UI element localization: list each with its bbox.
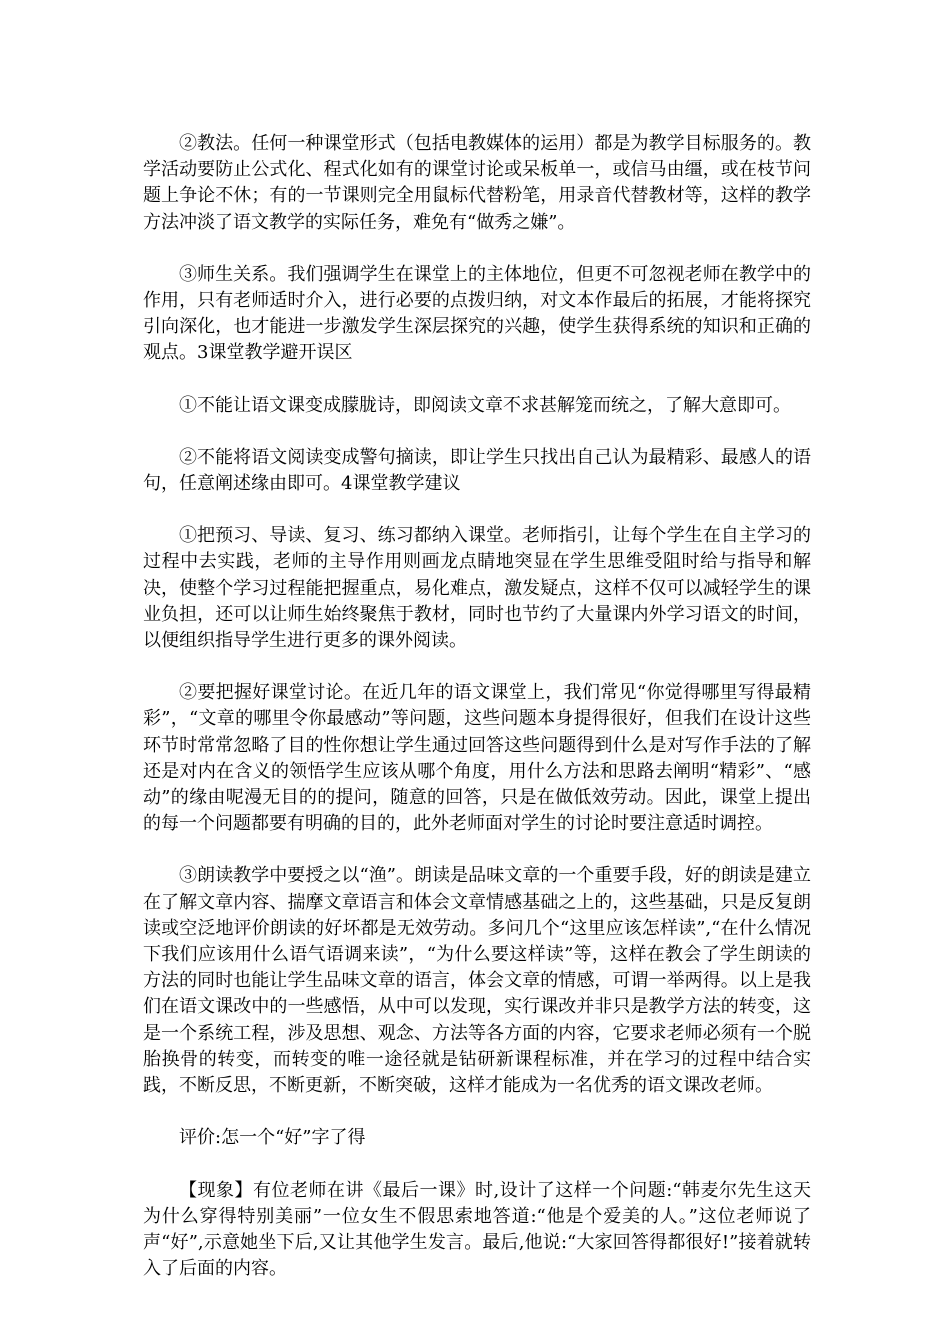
paragraph-evaluation-heading: 评价:怎一个“好”字了得 — [179, 1127, 366, 1149]
document-body — [143, 131, 811, 1308]
paragraph-classroom-discussion: ②要把握好课堂讨论。在近几年的语文课堂上，我们常见“你觉得哪里写得最精彩”，“文章的哪里令你最感动”等问题，这些问题本身提得很好，但我们在设计这些环节时常常忽略了目的性你想让学生通过回答这些问题得到什么是对写作手法的了解还是对内在含义的领悟学生应该从哪个角度，用什么方法和思路去阐明“精彩”、“感动”的缘由呢漫无目的的提问，随意的回答，只是在做低效劳动。因此，课堂上提出的每一个问题都要有明确的目的，此外老师面对学生的讨论时要注意适时调控。 — [143, 682, 811, 835]
paragraph-reading-teaching: ③朗读教学中要授之以“渔”。朗读是品味文章的一个重要手段，好的朗读是建立在了解文章内容、揣摩文章语言和体会文章情感基础之上的，这些基础，只是反复朗读或空泛地评价朗读的好坏都是无效劳动。多问几个“这里应该怎样读”,“在什么情况下我们应该用什么语气语调来读”，“为什么要这样读”等，这样在教会了学生朗读的方法的同时也能让学生品味文章的语言，体会文章的情感，可谓一举两得。以上是我们在语文课改中的一些感悟，从中可以发现，实行课改并非只是教学方法的转变，这是一个系统工程，涉及思想、观念、方法等各方面的内容，它要求老师必须有一个脱胎换骨的转变，而转变的唯一途径就是钻研新课程标准，并在学习的过程中结合实践，不断反思，不断更新，不断突破，这样才能成为一名优秀的语文课改老师。 — [143, 865, 811, 1097]
paragraph-teacher-student-relationship: ③师生关系。我们强调学生在课堂上的主体地位，但更不可忽视老师在教学中的作用，只有老师适时介入，进行必要的点拨归纳，对文本作最后的拓展，才能将探究引向深化，也才能进一步激发学生深层探究的兴趣，使学生获得系统的知识和正确的观点。3课堂教学避开误区 — [143, 263, 811, 364]
paragraph-avoid-quote-excerpt: ②不能将语文阅读变成警句摘读，即让学生只找出自己认为最精彩、最感人的语句，任意阐述缘由即可。4课堂教学建议 — [143, 446, 811, 495]
paragraph-preview-in-class: ①把预习、导读、复习、练习都纳入课堂。老师指引，让每个学生在自主学习的过程中去实践，老师的主导作用则画龙点睛地突显在学生思维受阻时给与指导和解决，使整个学习过程能把握重点，易化难点，激发疑点，这样不仅可以减轻学生的课业负担，还可以让师生始终聚焦于教材，同时也节约了大量课内外学习语文的时间，以便组织指导学生进行更多的课外阅读。 — [143, 525, 811, 652]
paragraph-avoid-misty-poem: ①不能让语文课变成朦胧诗，即阅读文章不求甚解笼而统之，了解大意即可。 — [179, 394, 791, 416]
paragraph-teaching-method: ②教法。任何一种课堂形式（包括电教媒体的运用）都是为教学目标服务的。教学活动要防止公式化、程式化如有的课堂讨论或呆板单一，或信马由缰，或在枝节问题上争论不休；有的一节课则完全用鼠标代替粉笔，用录音代替教材等，这样的教学方法冲淡了语文教学的实际任务，难免有“做秀之嫌”。 — [143, 133, 811, 233]
paragraph-phenomenon: 【现象】有位老师在讲《最后一课》时,设计了这样一个问题:“韩麦尔先生这天为什么穿得特别美丽”一位女生不假思索地答道:“他是个爱美的人。”这位老师说了声“好”,示意她坐下后,又让其他学生发言。最后,他说:“大家回答得都很好!”接着就转入了后面的内容。 — [143, 1179, 811, 1280]
